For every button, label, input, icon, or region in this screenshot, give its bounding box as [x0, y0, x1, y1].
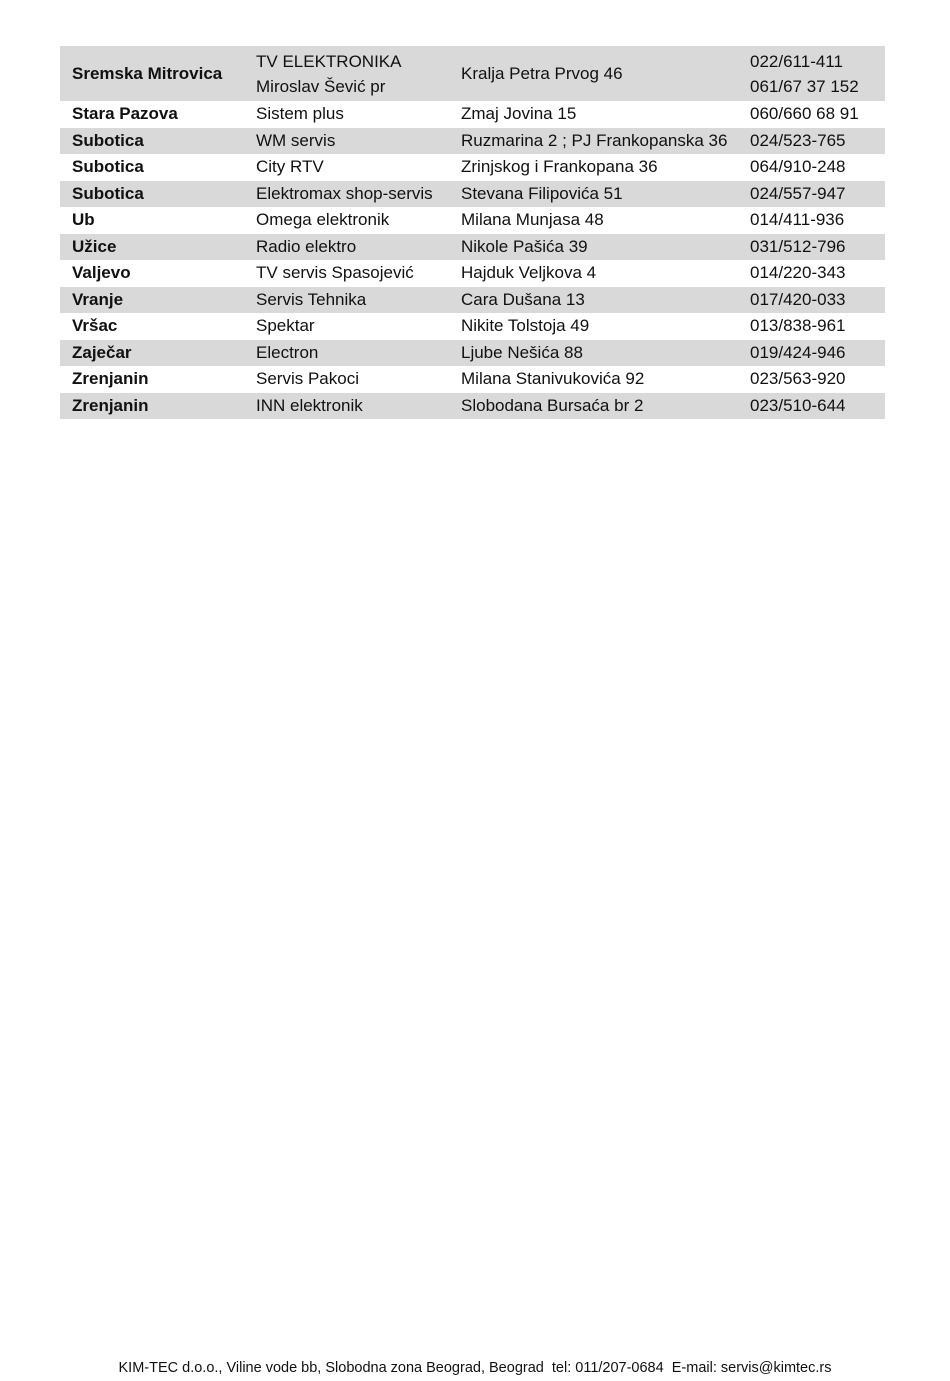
service-name-cell: Omega elektronik	[256, 210, 390, 229]
city-cell: Zrenjanin	[72, 369, 149, 388]
city-cell: Subotica	[60, 181, 244, 208]
table-row	[60, 101, 885, 128]
phone-cell: 031/512-796	[738, 234, 885, 261]
table-row	[60, 287, 885, 314]
service-name-cell: Servis Tehnika	[244, 287, 449, 314]
service-name-cell: TV servis Spasojević	[256, 263, 414, 282]
table-row	[60, 234, 885, 261]
service-name-cell: Radio elektro	[244, 234, 449, 261]
address-cell: Milana Stanivukovića 92	[461, 369, 645, 388]
table-row	[60, 154, 885, 181]
phone-cell-line: 061/67 37 152	[750, 76, 859, 96]
city-cell: Stara Pazova	[72, 104, 178, 123]
service-name-cell: Sistem plus	[256, 104, 344, 123]
table-row	[60, 207, 885, 234]
phone-cell-line: 022/611-411	[750, 51, 843, 71]
city-cell: Vršac	[72, 316, 118, 335]
table-row	[60, 46, 885, 101]
city-cell: Subotica	[72, 157, 144, 176]
city-cell: Subotica	[60, 128, 244, 155]
city-cell: Užice	[60, 234, 244, 261]
address-cell: Cara Dušana 13	[449, 287, 738, 314]
table-row	[60, 393, 885, 420]
service-name-cell: Servis Pakoci	[256, 369, 359, 388]
table-row	[60, 366, 885, 393]
city-cell: Valjevo	[72, 263, 131, 282]
phone-cell: 064/910-248	[750, 157, 846, 176]
service-center-table	[60, 46, 885, 419]
address-cell: Zmaj Jovina 15	[461, 104, 577, 123]
table-row	[60, 260, 885, 287]
service-name-cell: Electron	[244, 340, 449, 367]
address-cell: Ljube Nešića 88	[449, 340, 738, 367]
phone-cell: 060/660 68 91	[750, 104, 859, 123]
address-cell: Stevana Filipovića 51	[449, 181, 738, 208]
city-cell: Vranje	[60, 287, 244, 314]
address-cell: Ruzmarina 2 ; PJ Frankopanska 36	[449, 128, 738, 155]
phone-cell: 013/838-961	[750, 316, 846, 335]
service-name-cell	[244, 46, 449, 101]
address-cell: Nikole Pašića 39	[449, 234, 738, 261]
footer-contact-info: KIM-TEC d.o.o., Viline vode bb, Slobodna zona Beograd, Beograd tel: 011/207-0684 E-mail: servis@kimtec.rs	[118, 1360, 832, 1376]
address-cell: Nikite Tolstoja 49	[461, 316, 590, 335]
city-cell: Ub	[72, 210, 95, 229]
address-cell: Milana Munjasa 48	[461, 210, 604, 229]
service-name-cell: WM servis	[244, 128, 449, 155]
address-cell: Zrinjskog i Frankopana 36	[461, 157, 658, 176]
address-cell: Slobodana Bursaća br 2	[449, 393, 738, 420]
service-name-cell: Elektromax shop-servis	[244, 181, 449, 208]
phone-cell: 023/563-920	[750, 369, 846, 388]
city-cell: Sremska Mitrovica	[60, 46, 244, 101]
service-name-cell-line: TV ELEKTRONIKA	[256, 51, 402, 71]
phone-cell: 017/420-033	[738, 287, 885, 314]
service-name-cell: INN elektronik	[244, 393, 449, 420]
phone-cell: 019/424-946	[738, 340, 885, 367]
phone-cell: 024/557-947	[738, 181, 885, 208]
service-name-cell: City RTV	[256, 157, 324, 176]
service-name-cell-line: Miroslav Šević pr	[256, 76, 386, 96]
city-cell: Zrenjanin	[60, 393, 244, 420]
phone-cell	[738, 46, 885, 101]
service-name-cell: Spektar	[256, 316, 315, 335]
table-row	[60, 313, 885, 340]
phone-cell: 023/510-644	[738, 393, 885, 420]
phone-cell: 014/220-343	[750, 263, 846, 282]
phone-cell: 024/523-765	[738, 128, 885, 155]
address-cell: Kralja Petra Prvog 46	[449, 46, 738, 101]
address-cell: Hajduk Veljkova 4	[461, 263, 597, 282]
table-row	[60, 181, 885, 208]
table-body	[60, 46, 885, 419]
phone-cell: 014/411-936	[750, 210, 845, 229]
table-row	[60, 128, 885, 155]
city-cell: Zaječar	[60, 340, 244, 367]
table-row	[60, 340, 885, 367]
